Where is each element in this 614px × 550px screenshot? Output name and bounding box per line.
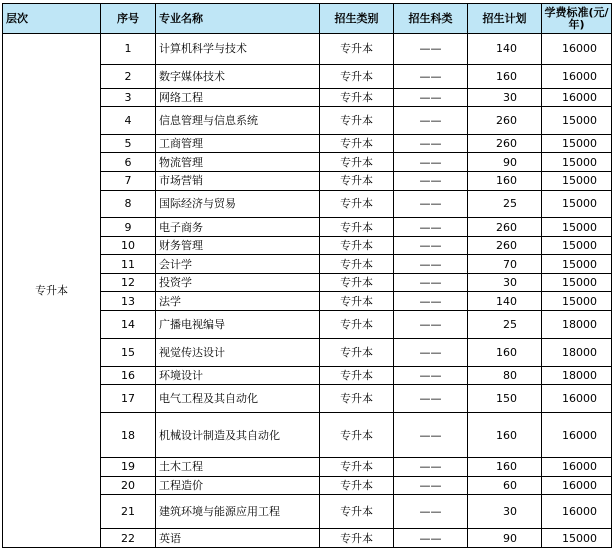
row-major: 信息管理与信息系统 xyxy=(156,107,320,135)
row-major: 环境设计 xyxy=(156,366,320,385)
row-category: 专升本 xyxy=(320,153,394,172)
row-subject: —— xyxy=(394,88,468,107)
row-fee: 15000 xyxy=(542,292,612,311)
row-plan: 70 xyxy=(468,255,542,274)
row-subject: —— xyxy=(394,412,468,457)
row-subject: —— xyxy=(394,236,468,255)
row-major: 网络工程 xyxy=(156,88,320,107)
row-fee: 15000 xyxy=(542,218,612,237)
row-category: 专升本 xyxy=(320,64,394,88)
row-fee: 16000 xyxy=(542,88,612,107)
row-subject: —— xyxy=(394,64,468,88)
row-no: 7 xyxy=(101,171,156,190)
row-fee: 18000 xyxy=(542,310,612,338)
row-no: 20 xyxy=(101,476,156,495)
row-subject: —— xyxy=(394,218,468,237)
row-subject: —— xyxy=(394,476,468,495)
row-major: 建筑环境与能源应用工程 xyxy=(156,495,320,529)
row-major: 电子商务 xyxy=(156,218,320,237)
row-category: 专升本 xyxy=(320,292,394,311)
row-category: 专升本 xyxy=(320,218,394,237)
row-category: 专升本 xyxy=(320,255,394,274)
row-no: 17 xyxy=(101,385,156,413)
row-plan: 25 xyxy=(468,310,542,338)
row-plan: 140 xyxy=(468,292,542,311)
row-plan: 160 xyxy=(468,412,542,457)
row-major: 法学 xyxy=(156,292,320,311)
row-no: 14 xyxy=(101,310,156,338)
row-category: 专升本 xyxy=(320,310,394,338)
row-no: 13 xyxy=(101,292,156,311)
row-major: 广播电视编导 xyxy=(156,310,320,338)
row-no: 8 xyxy=(101,190,156,218)
row-subject: —— xyxy=(394,310,468,338)
row-category: 专升本 xyxy=(320,88,394,107)
row-fee: 16000 xyxy=(542,476,612,495)
row-fee: 15000 xyxy=(542,190,612,218)
level-cell: 专升本 xyxy=(3,34,101,548)
row-major: 市场营销 xyxy=(156,171,320,190)
header-fee: 学费标准(元/年) xyxy=(542,4,612,34)
row-fee: 15000 xyxy=(542,134,612,153)
row-no: 2 xyxy=(101,64,156,88)
enrollment-table xyxy=(2,3,612,548)
header-category: 招生类别 xyxy=(320,4,394,34)
row-subject: —— xyxy=(394,458,468,477)
row-fee: 16000 xyxy=(542,495,612,529)
row-plan: 260 xyxy=(468,134,542,153)
row-major: 数字媒体技术 xyxy=(156,64,320,88)
row-category: 专升本 xyxy=(320,338,394,366)
row-plan: 160 xyxy=(468,171,542,190)
row-plan: 260 xyxy=(468,236,542,255)
row-plan: 80 xyxy=(468,366,542,385)
row-fee: 16000 xyxy=(542,412,612,457)
header-major: 专业名称 xyxy=(156,4,320,34)
row-plan: 25 xyxy=(468,190,542,218)
row-subject: —— xyxy=(394,529,468,548)
row-fee: 18000 xyxy=(542,338,612,366)
header-no: 序号 xyxy=(101,4,156,34)
row-subject: —— xyxy=(394,292,468,311)
row-fee: 16000 xyxy=(542,385,612,413)
row-no: 5 xyxy=(101,134,156,153)
row-major: 土木工程 xyxy=(156,458,320,477)
row-major: 工程造价 xyxy=(156,476,320,495)
row-plan: 140 xyxy=(468,34,542,65)
header-row xyxy=(3,4,612,34)
row-category: 专升本 xyxy=(320,273,394,292)
row-subject: —— xyxy=(394,255,468,274)
row-category: 专升本 xyxy=(320,134,394,153)
row-plan: 30 xyxy=(468,88,542,107)
row-major: 计算机科学与技术 xyxy=(156,34,320,65)
row-category: 专升本 xyxy=(320,529,394,548)
row-major: 投资学 xyxy=(156,273,320,292)
table-body xyxy=(3,34,612,548)
row-subject: —— xyxy=(394,34,468,65)
row-major: 财务管理 xyxy=(156,236,320,255)
row-no: 21 xyxy=(101,495,156,529)
row-plan: 150 xyxy=(468,385,542,413)
row-major: 国际经济与贸易 xyxy=(156,190,320,218)
row-category: 专升本 xyxy=(320,476,394,495)
row-major: 视觉传达设计 xyxy=(156,338,320,366)
row-no: 12 xyxy=(101,273,156,292)
row-category: 专升本 xyxy=(320,171,394,190)
row-subject: —— xyxy=(394,338,468,366)
row-fee: 15000 xyxy=(542,273,612,292)
row-category: 专升本 xyxy=(320,366,394,385)
row-subject: —— xyxy=(394,107,468,135)
row-plan: 90 xyxy=(468,529,542,548)
row-plan: 90 xyxy=(468,153,542,172)
row-fee: 16000 xyxy=(542,458,612,477)
row-no: 6 xyxy=(101,153,156,172)
row-subject: —— xyxy=(394,134,468,153)
row-plan: 260 xyxy=(468,107,542,135)
row-fee: 15000 xyxy=(542,171,612,190)
row-subject: —— xyxy=(394,153,468,172)
row-no: 16 xyxy=(101,366,156,385)
row-major: 机械设计制造及其自动化 xyxy=(156,412,320,457)
row-major: 电气工程及其自动化 xyxy=(156,385,320,413)
row-major: 工商管理 xyxy=(156,134,320,153)
row-category: 专升本 xyxy=(320,458,394,477)
row-plan: 30 xyxy=(468,495,542,529)
row-plan: 160 xyxy=(468,458,542,477)
row-plan: 30 xyxy=(468,273,542,292)
row-subject: —— xyxy=(394,385,468,413)
row-category: 专升本 xyxy=(320,412,394,457)
row-no: 1 xyxy=(101,34,156,65)
row-subject: —— xyxy=(394,366,468,385)
row-major: 会计学 xyxy=(156,255,320,274)
row-plan: 160 xyxy=(468,64,542,88)
row-no: 4 xyxy=(101,107,156,135)
row-category: 专升本 xyxy=(320,236,394,255)
row-category: 专升本 xyxy=(320,107,394,135)
row-subject: —— xyxy=(394,495,468,529)
row-no: 10 xyxy=(101,236,156,255)
row-major: 英语 xyxy=(156,529,320,548)
row-no: 9 xyxy=(101,218,156,237)
header-subject: 招生科类 xyxy=(394,4,468,34)
row-plan: 60 xyxy=(468,476,542,495)
row-fee: 18000 xyxy=(542,366,612,385)
row-category: 专升本 xyxy=(320,190,394,218)
row-subject: —— xyxy=(394,171,468,190)
row-fee: 15000 xyxy=(542,236,612,255)
header-plan: 招生计划 xyxy=(468,4,542,34)
row-no: 19 xyxy=(101,458,156,477)
row-category: 专升本 xyxy=(320,385,394,413)
row-category: 专升本 xyxy=(320,495,394,529)
row-major: 物流管理 xyxy=(156,153,320,172)
row-fee: 15000 xyxy=(542,153,612,172)
row-plan: 260 xyxy=(468,218,542,237)
row-no: 18 xyxy=(101,412,156,457)
row-plan: 160 xyxy=(468,338,542,366)
row-fee: 15000 xyxy=(542,529,612,548)
row-no: 22 xyxy=(101,529,156,548)
row-fee: 16000 xyxy=(542,34,612,65)
row-subject: —— xyxy=(394,273,468,292)
row-category: 专升本 xyxy=(320,34,394,65)
row-no: 3 xyxy=(101,88,156,107)
row-fee: 15000 xyxy=(542,255,612,274)
row-fee: 15000 xyxy=(542,107,612,135)
table-row xyxy=(3,34,612,65)
row-fee: 16000 xyxy=(542,64,612,88)
row-no: 15 xyxy=(101,338,156,366)
row-subject: —— xyxy=(394,190,468,218)
header-level: 层次 xyxy=(3,4,101,34)
row-no: 11 xyxy=(101,255,156,274)
